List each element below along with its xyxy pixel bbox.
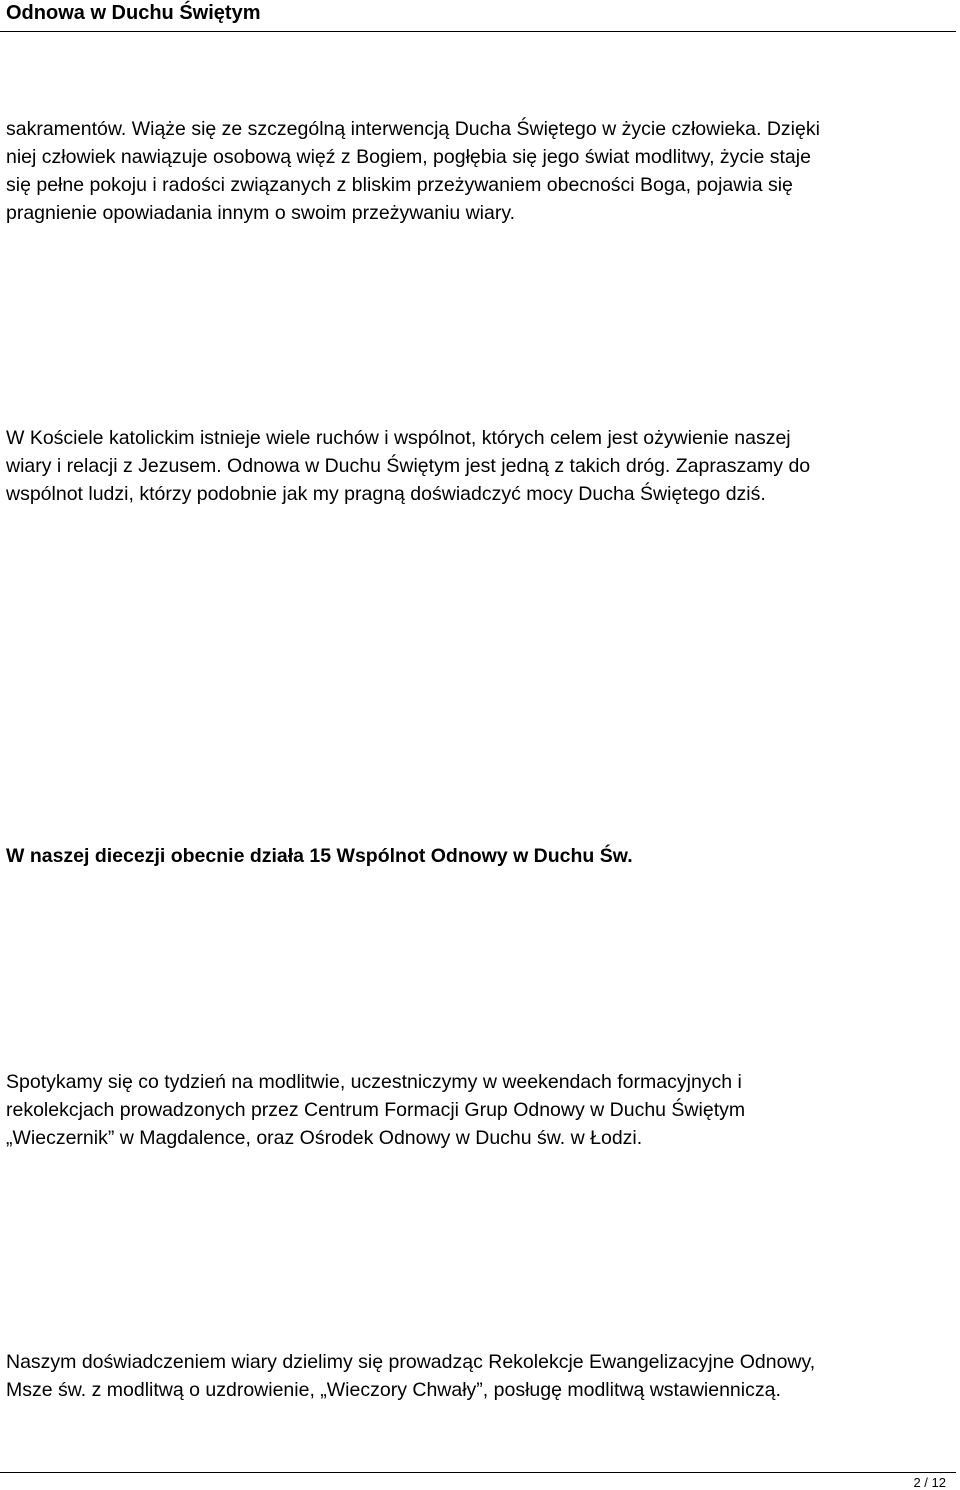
text-line: Spotykamy się co tydzień na modlitwie, uczestniczymy w weekendach formacyjnych i bbox=[6, 1071, 742, 1093]
text-line: wiary i relacji z Jezusem. Odnowa w Duchu Świętym jest jedną z takich dróg. Zapraszamy do bbox=[6, 455, 811, 477]
paragraph-sacraments bbox=[6, 115, 954, 227]
text-line: sakramentów. Wiąże się ze szczególną interwencją Ducha Świętego w życie człowieka. Dzięki bbox=[6, 118, 820, 140]
text-line: Msze św. z modlitwą o uzdrowienie, „Wieczory Chwały”, posługę modlitwą wstawienniczą. bbox=[6, 1379, 781, 1401]
text-line: W Kościele katolickim istnieje wiele ruchów i wspólnot, których celem jest ożywienie naszej bbox=[6, 427, 791, 449]
text-line: wspólnot ludzi, którzy podobnie jak my pragną doświadczyć mocy Ducha Świętego dziś. bbox=[6, 483, 766, 505]
text-line: „Wieczernik” w Magdalence, oraz Ośrodek Odnowy w Duchu św. w Łodzi. bbox=[6, 1127, 643, 1149]
text-line: niej człowiek nawiązuje osobową więź z Bogiem, pogłębia się jego świat modlitwy, życie staje bbox=[6, 146, 811, 168]
heading-text: W naszej diecezji obecnie działa 15 Wspólnot Odnowy w Duchu Św. bbox=[6, 845, 633, 867]
page-number: 2 / 12 bbox=[913, 1475, 946, 1490]
paragraph-experience bbox=[6, 1348, 954, 1404]
document-title: Odnowa w Duchu Świętym bbox=[6, 2, 261, 24]
text-line: rekolekcjach prowadzonych przez Centrum Formacji Grup Odnowy w Duchu Świętym bbox=[6, 1099, 746, 1121]
page-header bbox=[0, 0, 960, 36]
header-divider bbox=[0, 31, 956, 32]
section-heading bbox=[6, 842, 954, 870]
text-line: się pełne pokoju i radości związanych z bliskim przeżywaniem obecności Boga, pojawia się bbox=[6, 174, 793, 196]
text-line: Naszym doświadczeniem wiary dzielimy się prowadząc Rekolekcje Ewangelizacyjne Odnowy, bbox=[6, 1351, 816, 1373]
paragraph-meetings bbox=[6, 1068, 954, 1152]
paragraph-catholic-church bbox=[6, 424, 954, 508]
footer-divider bbox=[0, 1472, 956, 1473]
text-line: pragnienie opowiadania innym o swoim przeżywaniu wiary. bbox=[6, 202, 516, 224]
